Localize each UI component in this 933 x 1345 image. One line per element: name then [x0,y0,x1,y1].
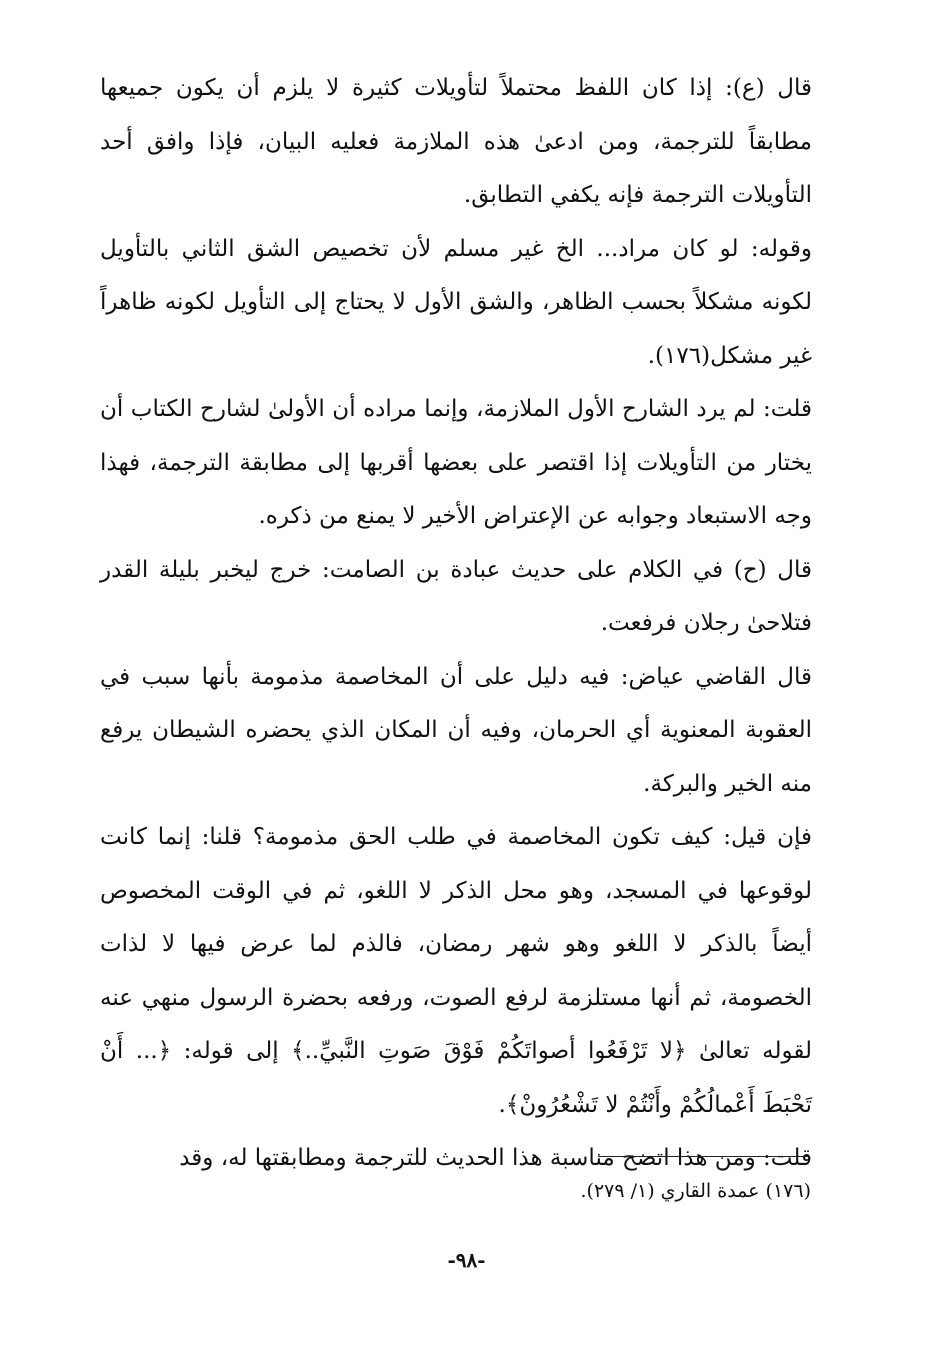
paragraph-1: قال (ع): إذا كان اللفظ محتملاً لتأويلات كثيرة لا يلزم أن يكون جميعها مطابقاً للترجمة، ومن ادعىٰ هذه الملازمة فعليه البيان، فإذا وافق أحد التأويلات الترجمة فإنه يكفي التطابق. [100,75,812,208]
paragraph-4: قال (ح) في الكلام على حديث عبادة بن الصامت: خرج ليخبر بليلة القدر فتلاحىٰ رجلان فرفعت. [100,556,812,636]
paragraph-7: قلت: ومن هذا اتضح مناسبة هذا الحديث للترجمة ومطابقتها له، وقد [179,1145,812,1171]
page-body [100,62,812,1186]
paragraph-6: فإن قيل: كيف تكون المخاصمة في طلب الحق مذمومة؟ قلنا: إنما كانت لوقوعها في المسجد، وهو محل الذكر لا اللغو، ثم في الوقت المخصوص أيضاً بالذكر لا اللغو وهو شهر رمضان، فالذم لما عرض فيها لا لذات الخصومة، ثم أنها مستلزمة لرفع الصوت، ورفعه بحضرة الرسول منهي عنه لقوله تعالىٰ ﴿لا تَرْفَعُوا أصواتَكُمْ فَوْقَ صَوتِ النَّبيِّ..﴾ إلى قوله: ﴿... أَنْ تَحْبَطَ أَعْمالُكُمْ وأَنْتُمْ لا تَشْعُرُونْ﴾. [100,824,812,1118]
paragraph-2: وقوله: لو كان مراد... الخ غير مسلم لأن تخصيص الشق الثاني بالتأويل لكونه مشكلاً بحسب الظاهر، والشق الأول لا يحتاج إلى التأويل لكونه ظاهراً غير مشكل(١٧٦). [100,235,812,369]
paragraph-5: قال القاضي عياض: فيه دليل على أن المخاصمة مذمومة بأنها سبب في العقوبة المعنوية أي الحرمان، وفيه أن المكان الذي يحضره الشيطان يرفع منه الخير والبركة. [100,663,812,797]
paragraph-3: قلت: لم يرد الشارح الأول الملازمة، وإنما مراده أن الأولىٰ لشارح الكتاب أن يختار من التأويلات إذا اقتصر على بعضها أقربها إلى مطابقة الترجمة، فهذا وجه الاستبعاد وجوابه عن الإعتراض الأخير لا يمنع من ذكره. [100,396,812,529]
page-number: -٩٨- [447,1248,486,1272]
footnote-divider [598,1156,810,1157]
footnote: (١٧٦) عمدة القاري (١/ ٢٧٩). [580,1180,811,1202]
